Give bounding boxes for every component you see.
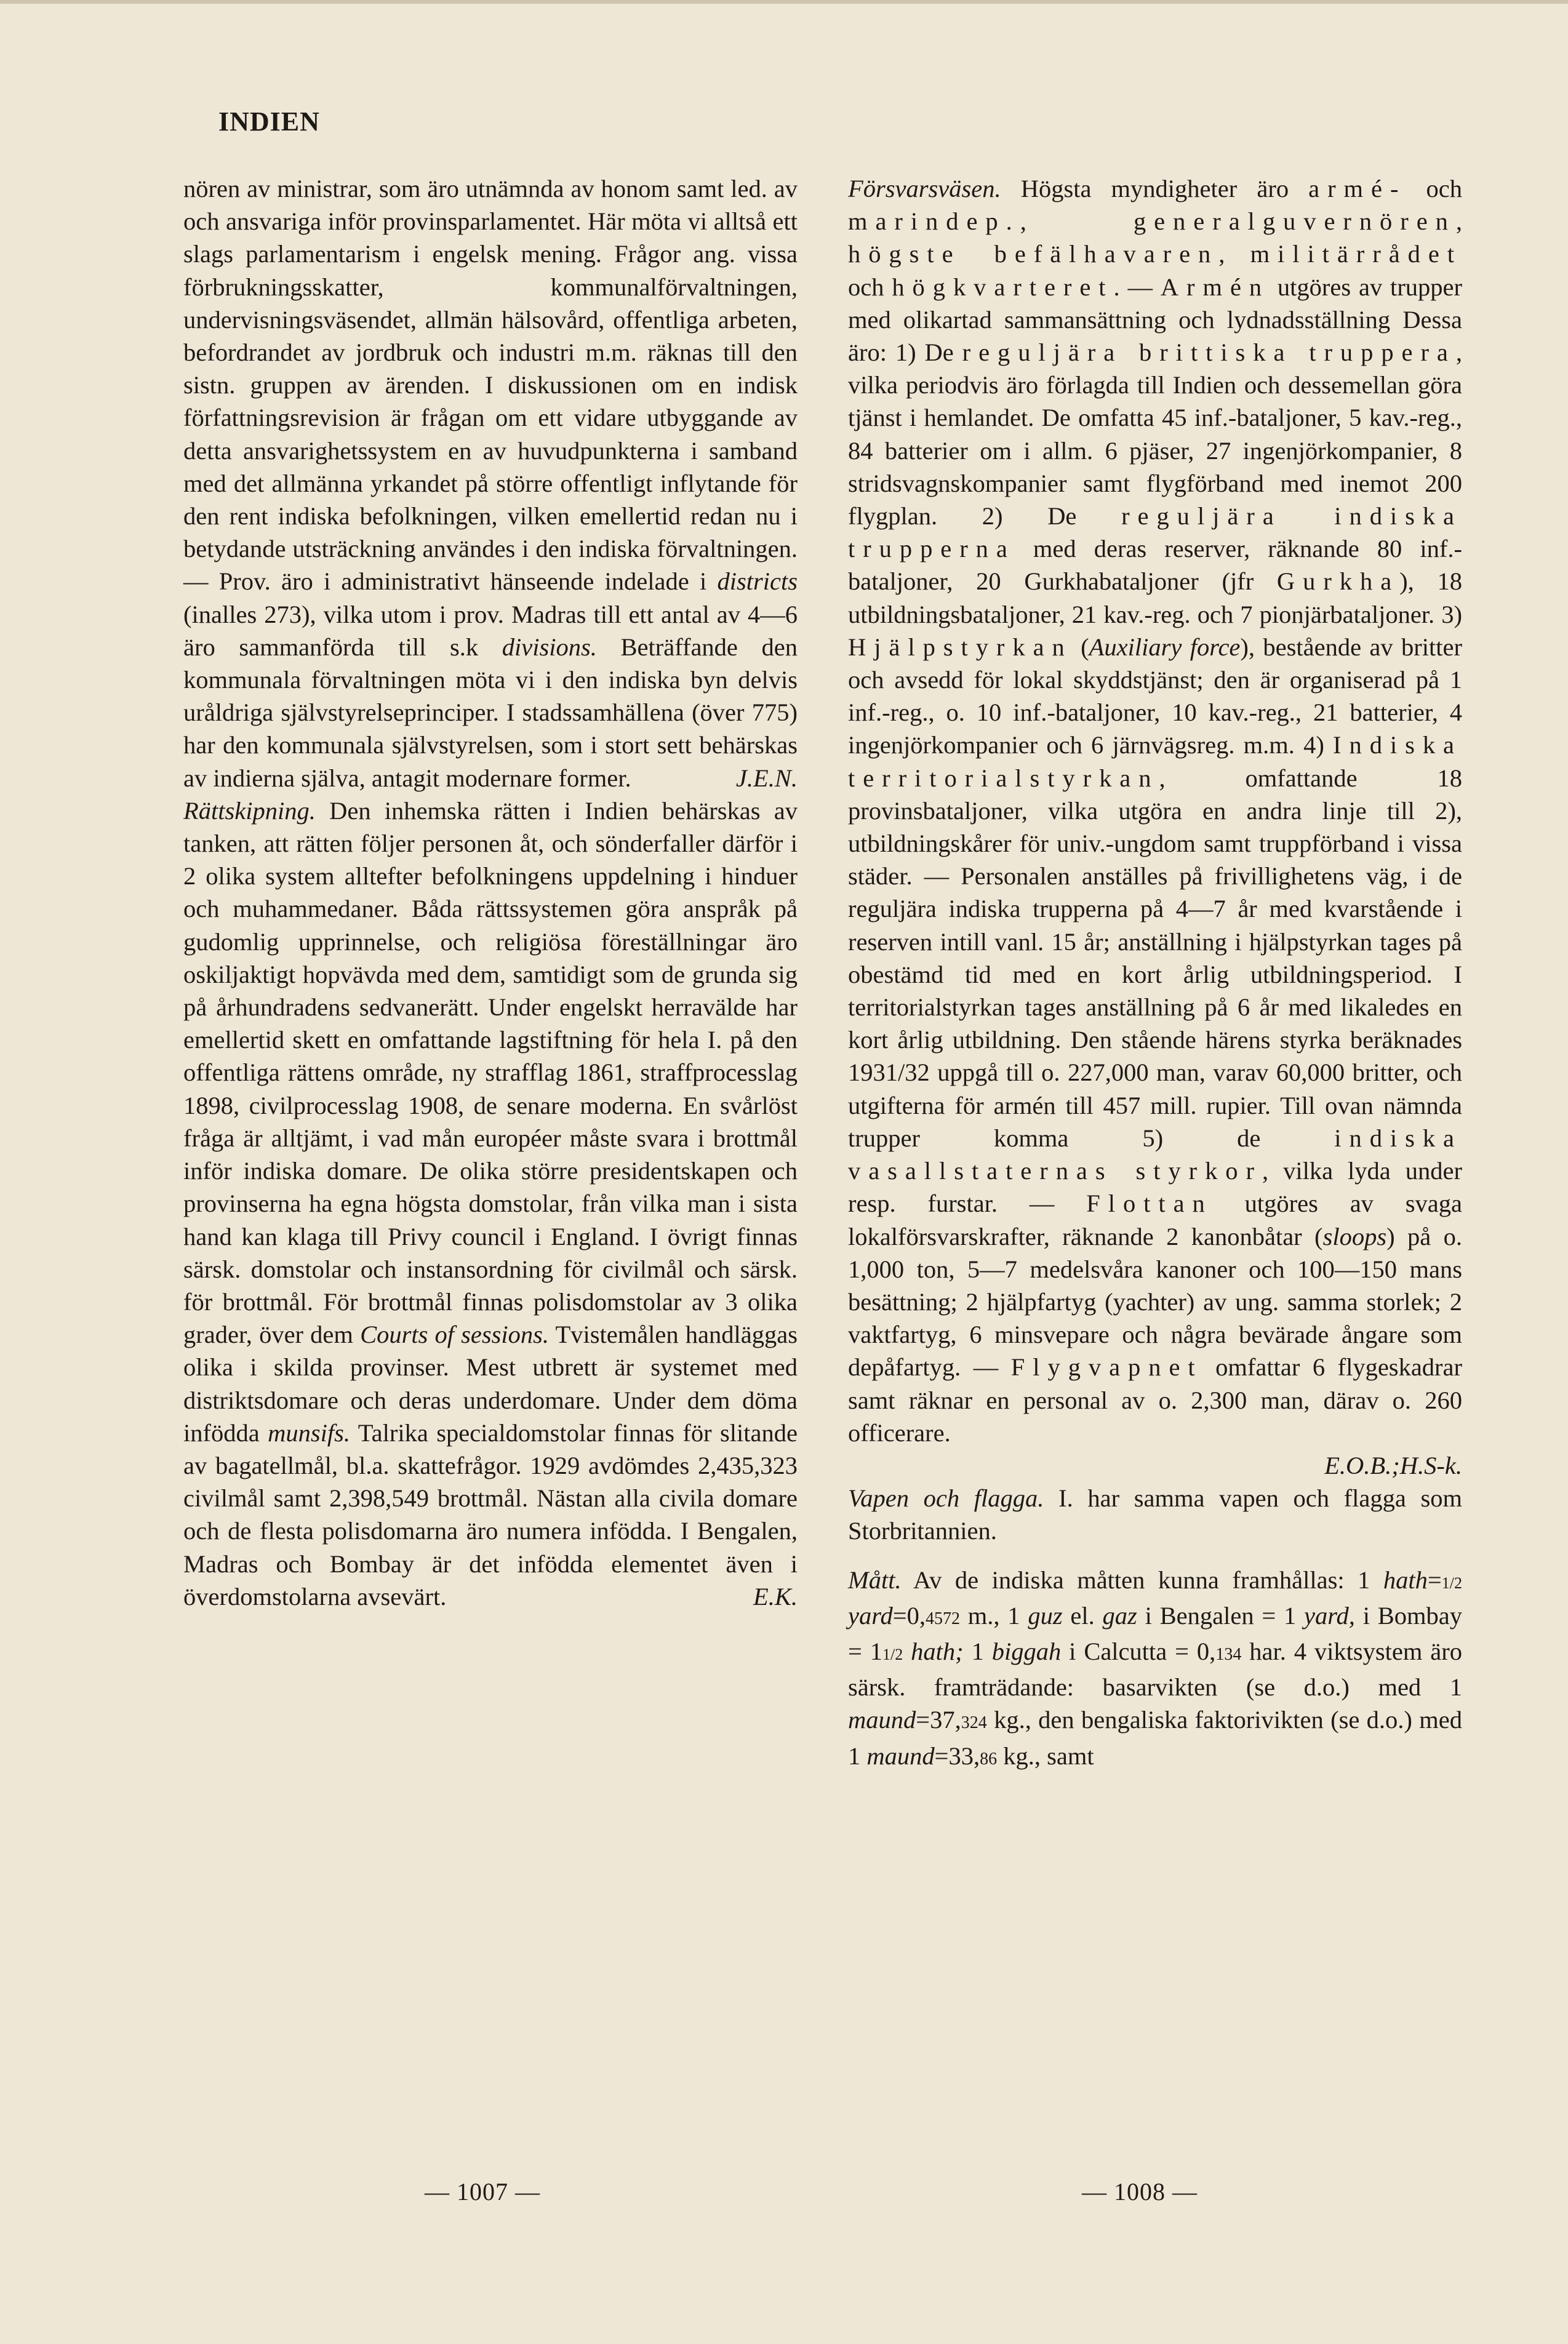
left-column (183, 172, 798, 1613)
section-heading: Mått. (848, 1566, 902, 1594)
paragraph-rattskipning: Rättskipning. Den inhemska rätten i Indien behärskas av tanken, att rätten följer personen åt, och sönderfaller därför i 2 olika system alltefter befolkningens uppdelning i hinduer och muhammedaner. Båda rättssystemen göra anspråk på gudomlig upprinnelse, och religiösa föreställningar äro oskiljaktigt hopvävda med dem, samtidigt som de grunda sig på århundradens sedvanerätt. Under engelskt herravälde har emellertid skett en omfattande lagstiftning för hela I. på den offentliga rättens område, ny strafflag 1861, straffprocesslag 1898, civilprocesslag 1908, de senare moderna. En svårlöst fråga är alltjämt, i vad mån européer måste svara i brottmål inför indiska domare. De olika större presidentskapen och provinserna ha egna högsta domstolar, från vilka man i sista hand kan klaga till Privy council i England. I övrigt finnas särsk. domstolar och instansordning för civilmål och särsk. för brottmål. För brottmål finnas polisdomstolar av 3 olika grader, över dem Courts of sessions. Tvistemålen handläggas olika i skilda provinser. Mest utbrett är systemet med distriktsdomare och deras underdomare. Under dem döma infödda munsifs. Talrika specialdomstolar finnas för slitande av bagatellmål, bl.a. skattefrågor. 1929 avdömdes 2,435,323 civilmål samt 2,398,549 brottmål. Nästan alla civila domare och de flesta polisdomarna äro numera infödda. I Bengalen, Madras och Bombay är det infödda elementet även i överdomstolarna avsevärt. E.K. (183, 794, 798, 1613)
paragraph-matt: Mått. Av de indiska måtten kunna framhållas: 1 hath=1/2 yard=0,4572 m., 1 guz el. gaz i Bengalen = 1 yard, i Bombay = 11/2 hath; 1 biggah i Calcutta = 0,134 har. 4 viktsystem äro särsk. framträdande: basarvikten (se d.o.) med 1 maund=37,324 kg., den bengaliska faktorivikten (se d.o.) med 1 maund=33,86 kg., samt (848, 1566, 1463, 1770)
top-edge (0, 0, 1568, 4)
section-heading: Rättskipning. (183, 796, 316, 825)
paragraph-vapen: Vapen och flagga. I. har samma vapen och flagga som Storbritannien. (848, 1484, 1462, 1545)
paragraph-administration: nören av ministrar, som äro utnämnda av honom samt led. av och ansvariga inför provinsparlamentet. Här möta vi alltså ett slags parlamentarism i engelsk mening. Frågor ang. vissa förbrukningsskatter, kommunalförvaltningen, undervisningsväsendet, allmän hälsovård, offentliga arbeten, befordrandet av jordbruk och industri m.m. räknas till den sistn. gruppen av ärenden. I diskussionen om en indisk författningsrevision är frågan om ett vidare utbyggande av detta ansvarighetssystem en av huvudpunkterna i samband med det allmänna yrkandet på större offentligt inflytande för den rent indiska befolkningen, vilken emellertid redan nu i betydande utsträckning användes i den indiska förvaltningen. — Prov. äro i administrativt hänseende indelade i districts (inalles 273), vilka utom i prov. Madras till ett antal av 4—6 äro sammanförda till s.k divisions. Beträffande den kommunala förvaltningen möta vi i den indiska byn delvis uråldriga självstyrelseprinciper. I stadssamhällena (över 775) har den kommunala självstyrelsen, som i stort sett behärskas av indierna själva, antagit modernare former. J.E.N. (183, 172, 798, 794)
section-heading: Försvarsväsen. (848, 175, 1001, 202)
signature: E.O.B.;H.S-k. (1324, 1451, 1462, 1479)
signature: J.E.N. (735, 764, 798, 792)
right-column (848, 172, 1462, 1775)
paragraph-forsvarsvasen: Försvarsväsen. Högsta myndigheter äro armé- och marindep., generalguvernören, högste befälhavaren, militärrådet och högkvarteret. — Armén utgöres av trupper med olikartad sammansättning och lydnadsställning Dessa äro: 1) De reguljära brittiska truppera, vilka periodvis äro förlagda till Indien och dessemellan göra tjänst i hemlandet. De omfatta 45 inf.-bataljoner, 5 kav.-reg., 84 batterier om i allm. 6 pjäser, 27 ingenjörkompanier, 8 stridsvagnskompanier samt flygförband med inemot 200 flygplan. 2) De reguljära indiska trupperna med deras reserver, räknande 80 inf.-bataljoner, 20 Gurkhabataljoner (jfr Gurkha), 18 utbildningsbataljoner, 21 kav.-reg. och 7 pionjärbataljoner. 3) Hjälpstyrkan (Auxiliary force), bestående av britter och avsedd för lokal skyddstjänst; den är organiserad på 1 inf.-reg., o. 10 inf.-bataljoner, 10 kav.-reg., 21 batterier, 4 ingenjörkompanier och 6 järnvägsreg. m.m. 4) Indiska territorialstyrkan, omfattande 18 provinsbataljoner, vilka utgöra en andra linje till 2), utbildningskårer för univ.-ungdom samt truppförband i vissa städer. — Personalen anställes på frivillighetens väg, i de reguljära indiska trupperna på 4—7 år med kvarstående i reserven intill vanl. 15 år; anställning i hjälpstyrkan tages på obestämd tid med en kort årlig utbildningsperiod. I territorialstyrkan tages anställning på 6 år med likaledes en kort årlig utbildning. Den stående härens styrka beräknades 1931/32 uppgå till o. 227,000 man, varav 60,000 britter, och utgifterna för armén till 457 mill. rupier. Till ovan nämnda trupper komma 5) de indiska vasallstaternas styrkor, vilka lyda under resp. furstar. — Flottan utgöres av svaga lokalförsvarskrafter, räknande 2 kanonbåtar (sloops) på o. 1,000 ton, 5—7 medelsvåra kanoner och 100—150 mans besättning; 2 hjälpfartyg (yachter) av ung. samma storlek; 2 vaktfartyg, 6 minsvepare och några bevärade ångare som depåfartyg. — Flygvapnet omfattar 6 flygeskadrar samt räknar en personal av o. 2,300 man, därav o. 260 officerare. E.O.B.;H.S-k. (848, 172, 1462, 1482)
signature: E.K. (753, 1582, 798, 1610)
section-heading: Vapen och flagga. (848, 1484, 1044, 1513)
page-number-right: — 1008 — (1082, 2178, 1198, 2206)
page-number-left: — 1007 — (425, 2178, 540, 2206)
running-title: INDIEN (218, 106, 320, 137)
